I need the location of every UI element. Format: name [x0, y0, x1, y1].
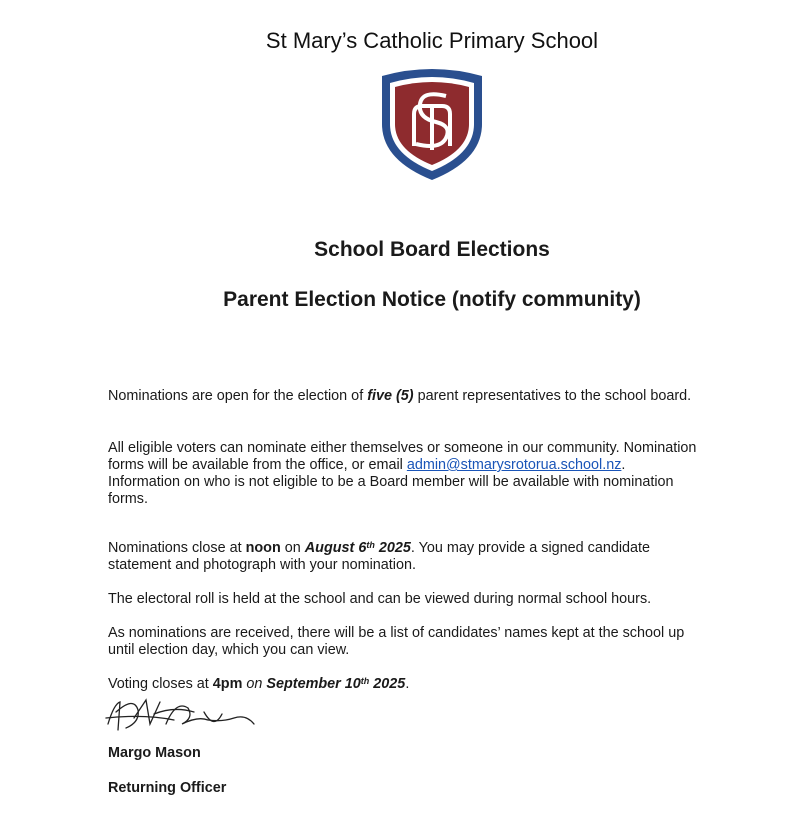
text: parent representatives to the school board.: [413, 388, 692, 404]
text: on: [242, 676, 267, 692]
text: .: [405, 676, 410, 692]
paragraph-candidate-list: As nominations are received, there will be a list of candidates’ names kept at the school up until election day, which you can view.: [108, 625, 685, 658]
date-suffix: th: [366, 540, 375, 550]
paragraph-eligible-voters: [108, 440, 698, 508]
text: . You may provide a signed candidate statement and photograph with your nomination.: [108, 540, 651, 573]
signature-image: [104, 694, 274, 738]
signer-name: Margo Mason: [108, 745, 201, 761]
text: . Information on who is not eligible to be a Board member will be available with nomination forms.: [108, 457, 674, 507]
emphasis-five: five (5): [367, 388, 414, 404]
text: on: [280, 540, 305, 556]
email-link[interactable]: admin@stmarysrotorua.school.nz: [406, 457, 622, 473]
text: Voting closes at: [108, 676, 213, 692]
voting-date: [266, 676, 405, 692]
date-suffix: th: [360, 676, 370, 686]
heading-school-board-elections: School Board Elections: [314, 238, 550, 261]
paragraph-electoral-roll: The electoral roll is held at the school and can be viewed during normal school hours.: [108, 591, 652, 607]
paragraph-voting-closes: [108, 676, 698, 693]
closing-date: [305, 540, 411, 556]
heading-parent-election-notice: Parent Election Notice (notify community): [223, 288, 641, 311]
school-name: St Mary’s Catholic Primary School: [265, 28, 599, 53]
paragraph-nominations-open: [108, 388, 698, 405]
signer-role: Returning Officer: [108, 780, 227, 796]
date-text: August 6: [304, 540, 367, 556]
text: All eligible voters can nominate either themselves or someone in our community. Nomination forms will be available from the office, or email: [108, 440, 697, 473]
text: Nominations close at: [108, 540, 246, 556]
paragraph-nominations-close: [108, 540, 698, 574]
school-crest-icon: [374, 66, 490, 182]
date-year: 2025: [374, 540, 411, 556]
text: Nominations are open for the election of: [108, 388, 368, 404]
date-text: September 10: [266, 676, 361, 692]
date-year: 2025: [369, 676, 406, 692]
emphasis-time: 4pm: [212, 676, 243, 692]
emphasis-noon: noon: [245, 540, 281, 556]
